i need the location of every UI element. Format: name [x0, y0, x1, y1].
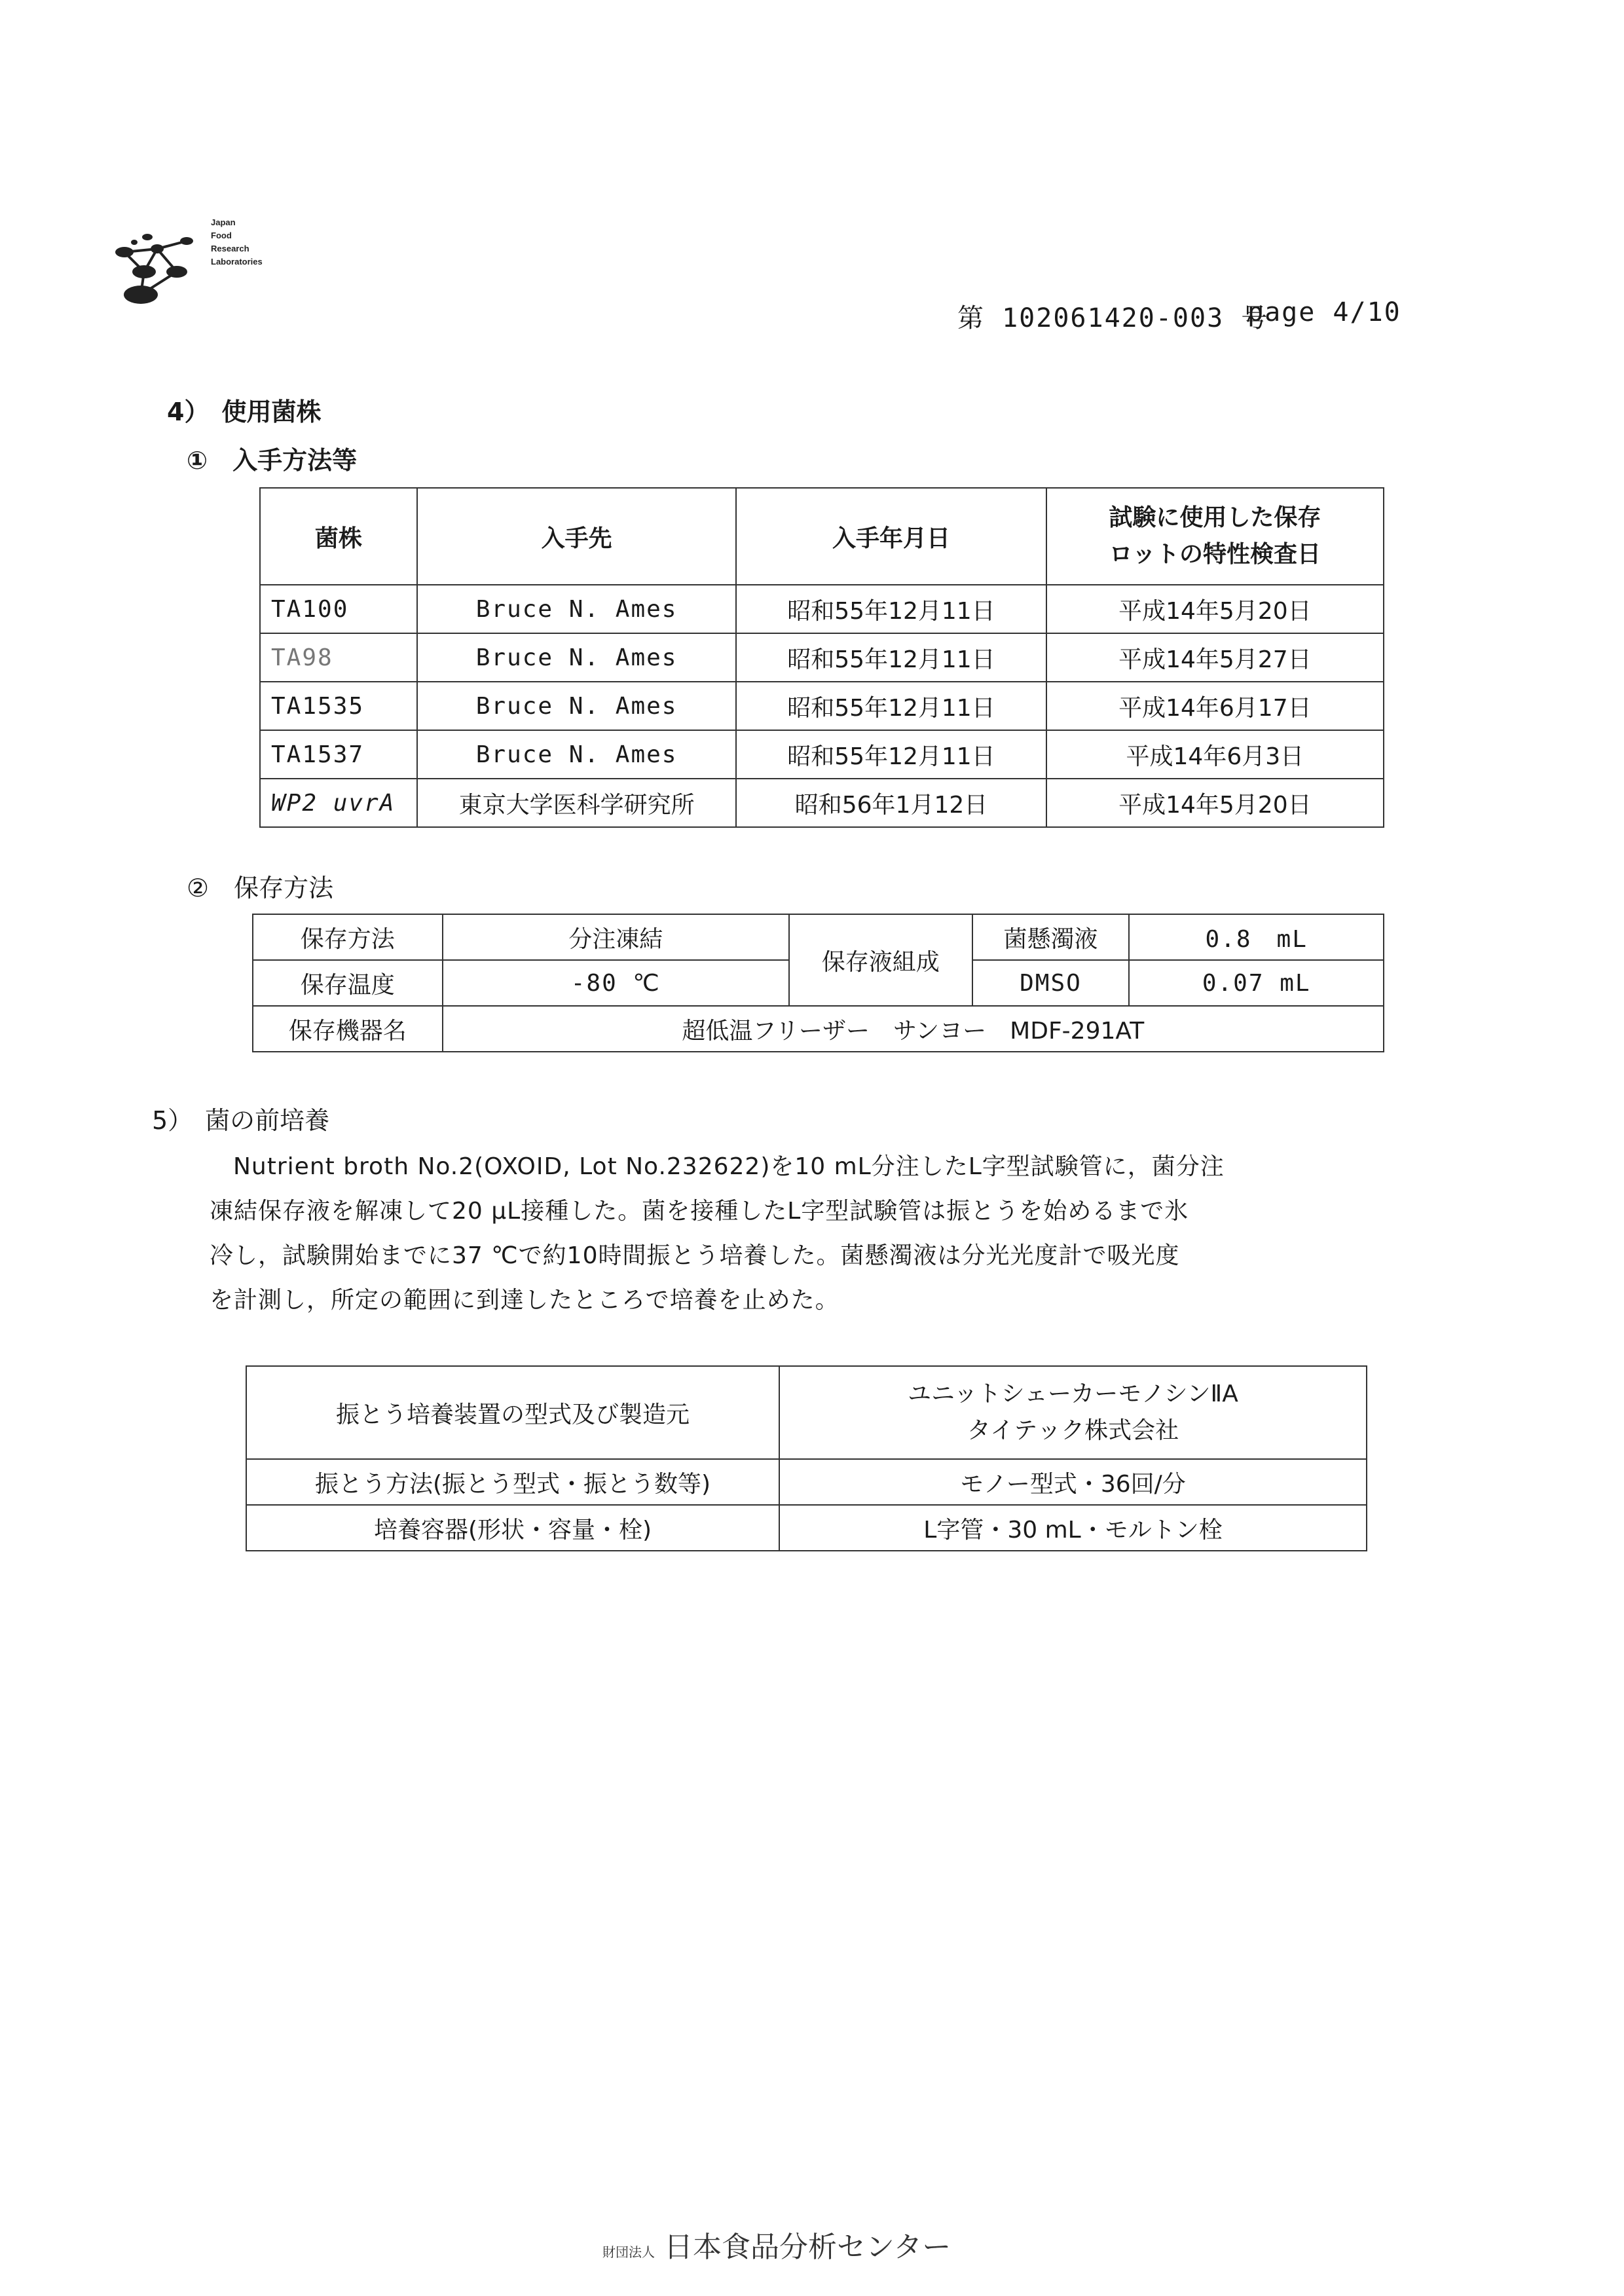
shaking-method-value: モノー型式・36回/分	[779, 1459, 1367, 1505]
table-row	[260, 779, 1384, 827]
table-row	[246, 1366, 1367, 1459]
strain-cell: TA98	[260, 633, 417, 682]
storage-table	[252, 914, 1384, 1052]
test-date-cell: 平成14年5月20日	[1046, 585, 1384, 633]
paragraph-line: Nutrient broth No.2(OXOID, Lot No.232622)を10 mL分注したL字型試験管に，菌分注	[233, 1153, 1225, 1180]
section-4-title: 4） 使用菌株	[167, 398, 322, 426]
strain-cell: TA1535	[260, 682, 417, 730]
table-row	[260, 585, 1384, 633]
equipment-value: 超低温フリーザー サンヨー MDF-291AT	[443, 1006, 1384, 1052]
section-5-title: 5） 菌の前培養	[152, 1106, 330, 1135]
document-number: 第 102061420-003 号	[957, 303, 1269, 333]
table-row	[260, 633, 1384, 682]
suspension-label: 菌懸濁液	[972, 914, 1130, 960]
page-indicator: page 4/10	[1247, 297, 1401, 327]
suspension-value: 0.8 mL	[1129, 914, 1384, 960]
table-row	[246, 1505, 1367, 1551]
table-row	[253, 914, 1384, 960]
source-cell: 東京大学医科学研究所	[417, 779, 736, 827]
shaker-value	[779, 1366, 1367, 1459]
header-source: 入手先	[417, 488, 736, 585]
header-strain: 菌株	[260, 488, 417, 585]
equipment-label: 保存機器名	[253, 1006, 443, 1052]
date-cell: 昭和55年12月11日	[736, 633, 1046, 682]
shaker-label: 振とう培養装置の型式及び製造元	[246, 1366, 779, 1459]
logo-line: Laboratories	[211, 257, 263, 267]
table-row	[260, 682, 1384, 730]
storage-method-value: 分注凍結	[443, 914, 789, 960]
paragraph-line: を計測し，所定の範囲に到達したところで培養を止めた。	[210, 1287, 840, 1314]
source-cell: Bruce N. Ames	[417, 585, 736, 633]
storage-method-label: 保存方法	[253, 914, 443, 960]
date-cell: 昭和56年1月12日	[736, 779, 1046, 827]
subsection-storage-title: ② 保存方法	[187, 874, 334, 902]
date-cell: 昭和55年12月11日	[736, 682, 1046, 730]
footer-org-name: 日本食品分析センター	[664, 2231, 951, 2264]
shaking-method-label: 振とう方法(振とう型式・振とう数等)	[246, 1459, 779, 1505]
logo-line: Research	[211, 244, 249, 253]
composition-label: 保存液組成	[789, 914, 972, 1006]
paragraph-line: 凍結保存液を解凍して20 μL接種した。菌を接種したL字型試験管は振とうを始めるまで氷	[210, 1198, 1189, 1225]
logo-line: Japan	[211, 217, 236, 227]
test-date-cell: 平成14年5月20日	[1046, 779, 1384, 827]
header-test-date-line1: 試験に使用した保存	[1109, 504, 1321, 531]
dmso-label: DMSO	[972, 960, 1130, 1006]
vessel-label: 培養容器(形状・容量・栓)	[246, 1505, 779, 1551]
header-test-date-line2: ロットの特性検査日	[1109, 541, 1321, 568]
source-cell: Bruce N. Ames	[417, 633, 736, 682]
shaker-maker: タイテック株式会社	[967, 1417, 1179, 1444]
source-cell: Bruce N. Ames	[417, 730, 736, 779]
table-row	[246, 1459, 1367, 1505]
header-test-date	[1046, 488, 1384, 585]
header-date: 入手年月日	[736, 488, 1046, 585]
storage-temp-value: -80 ℃	[443, 960, 789, 1006]
source-cell: Bruce N. Ames	[417, 682, 736, 730]
footer-prefix: 財団法人	[602, 2244, 655, 2260]
test-date-cell: 平成14年6月17日	[1046, 682, 1384, 730]
footer-organization	[602, 2223, 951, 2265]
strain-cell: TA100	[260, 585, 417, 633]
test-date-cell: 平成14年6月3日	[1046, 730, 1384, 779]
vessel-value: L字管・30 mL・モルトン栓	[779, 1505, 1367, 1551]
dmso-value: 0.07 mL	[1129, 960, 1384, 1006]
strain-cell: TA1537	[260, 730, 417, 779]
table-row	[260, 730, 1384, 779]
table-header-row	[260, 488, 1384, 585]
logo-line: Food	[211, 231, 232, 240]
date-cell: 昭和55年12月11日	[736, 730, 1046, 779]
storage-temp-label: 保存温度	[253, 960, 443, 1006]
table-row	[253, 1006, 1384, 1052]
strain-table	[259, 487, 1384, 828]
date-cell: 昭和55年12月11日	[736, 585, 1046, 633]
shaker-model: ユニットシェーカーモノシンⅡA	[908, 1380, 1238, 1407]
culture-table	[246, 1365, 1367, 1551]
paragraph-line: 冷し，試験開始までに37 ℃で約10時間振とう培養した。菌懸濁液は分光光度計で吸光度	[210, 1242, 1180, 1269]
logo-text	[211, 216, 263, 268]
subsection-acquisition-title: ① 入手方法等	[187, 446, 358, 475]
strain-cell: WP2 uvrA	[260, 779, 417, 827]
test-date-cell: 平成14年5月27日	[1046, 633, 1384, 682]
preculture-paragraph	[210, 1145, 1388, 1323]
